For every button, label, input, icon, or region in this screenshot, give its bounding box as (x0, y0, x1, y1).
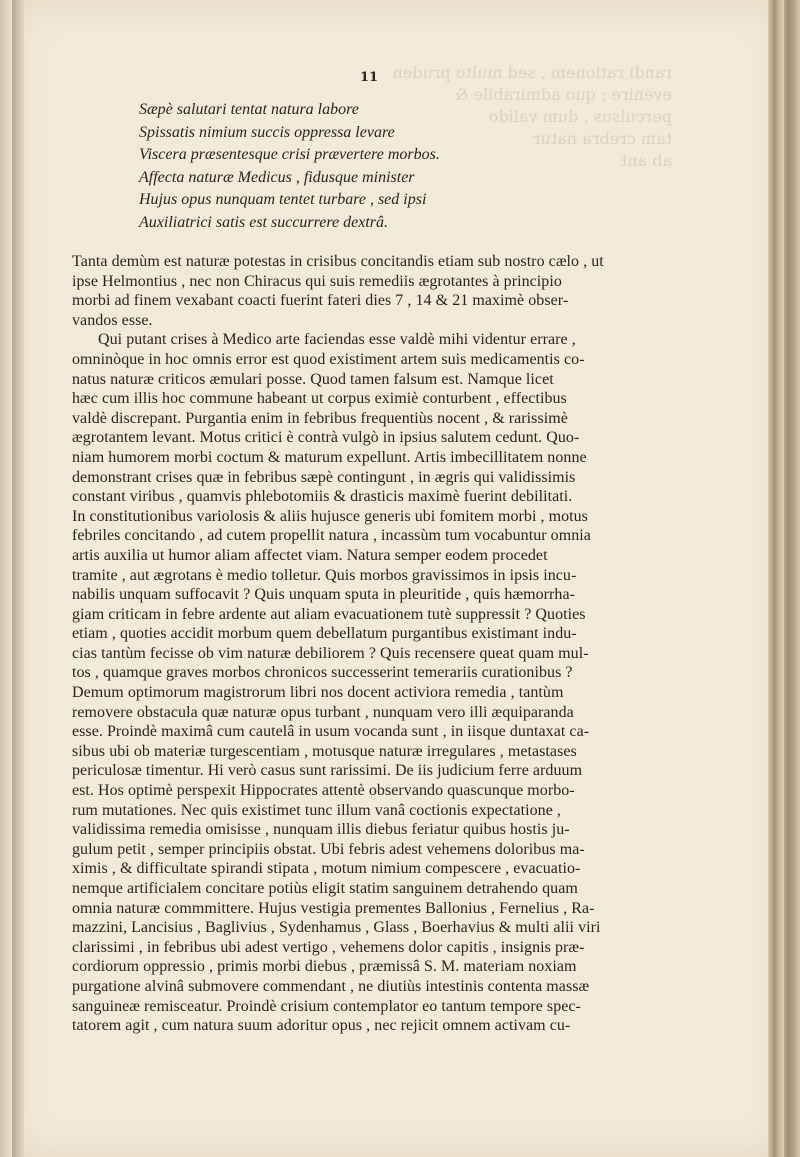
verse-line: Viscera præsentesque crisi prævertere morbos. (139, 146, 440, 164)
text-line: etiam , quoties accidit morbum quem debellatum purgantibus existimant indu- (72, 625, 577, 643)
text-line: rum mutationes. Nec quis existimet tunc illum vanâ coctionis expectatione , (72, 801, 561, 819)
text-line: Tanta demùm est naturæ potestas in crisibus concitandis etiam sub nostro cælo , ut (72, 253, 604, 270)
text-line: sanguineæ remisceatur. Proindè crisium contemplator eo tantum tempore spec- (72, 997, 581, 1015)
text-line: omninòque in hoc omnis error est quod existiment artem suis medicamentis co- (72, 350, 585, 368)
text-line: natus naturæ criticos æmulari posse. Quod tamen falsum est. Namque licet (72, 370, 554, 388)
text-line: cias tantùm fecisse ob vim naturæ debiliorem ? Quis recensere queat quam mul- (72, 644, 589, 662)
text-line: clarissimi , in febribus ubi adest vertigo , vehemens dolor capitis , insignis præ- (72, 938, 585, 956)
text-line: Demum optimorum magistrorum libri nos docent activiora remedia , tantùm (72, 684, 564, 702)
verse-line: Spissatis nimium succis oppressa levare (139, 123, 395, 141)
text-line: hæc cum illis hoc commune habeant ut corpus eximiè conturbent , effectibus (72, 390, 567, 408)
text-line: omnia naturæ commmittere. Hujus vestigia prementes Ballonius , Fernelius , Ra- (72, 899, 595, 917)
text-line: giam criticam in febre ardente aut aliam evacuationem tutè suppressit ? Quoties (72, 605, 586, 623)
show-through-text-texture: randi rationem , sed multo pruden evenire ; quo admirabile & perculsus , dum valido tam crebra natur ab ant (392, 63, 672, 170)
page-number: 11 (360, 70, 379, 85)
text-line: ximis , & difficultate spirandi stipata , motum nimium compescere , evacuatio- (72, 860, 581, 878)
text-line: tramite , aut ægrotans è medio tolletur. Quis morbos gravissimos in ipsis incu- (72, 566, 577, 584)
text-line: periculosæ timentur. Hi verò casus sunt rarissimi. De iis judicium ferre arduum (72, 762, 583, 780)
verse-line: Auxiliatrici satis est succurrere dextrâ. (139, 213, 388, 231)
text-line: febriles concitando , ad cutem propellit natura , incassùm tum vocabuntur omnia (72, 527, 591, 545)
verse-line: Affecta naturæ Medicus , fidusque minister (139, 168, 415, 186)
text-line: artis auxilia ut humor aliam affectet viam. Natura semper eodem procedet (72, 546, 548, 564)
book-page (12, 0, 784, 1157)
text-line: nabilis unquam suffocavit ? Quis unquam sputa in pleuritide , quis hæmorrha- (72, 586, 575, 604)
text-line: tatorem agit , cum natura suum adoritur opus , nec rejicit omnem activam cu- (72, 1017, 571, 1035)
verse-line: Sæpè salutari tentat natura labore (139, 101, 359, 118)
page-fore-edge (768, 0, 784, 1157)
text-line: tos , quamque graves morbos chronicos successerint temerariis curationibus ? (72, 664, 573, 682)
verse-block (139, 99, 479, 235)
page-gutter-shadow (12, 0, 24, 1157)
text-line: gulum petit , semper principiis obstat. Ubi febris adest vehemens doloribus ma- (72, 840, 585, 858)
text-line: Qui putant crises à Medico arte faciendas esse valdè mihi videntur errare , (98, 331, 576, 349)
body-text (72, 252, 740, 1036)
text-line: esse. Proindè maximâ cum cautelâ in usum vocanda sunt , in iisque duntaxat ca- (72, 723, 590, 741)
text-line: demonstrant crises quæ in febribus sæpè contingunt , in ægris qui validissimis (72, 468, 576, 486)
text-line: vandos esse. (72, 311, 153, 329)
text-line: niam humorem morbi coctum & maturum expellunt. Artis imbecillitatem nonne (72, 448, 587, 466)
text-line: In constitutionibus variolosis & aliis hujusce generis ubi fomitem morbi , motus (72, 507, 588, 525)
text-line: purgatione alvinâ submovere commendant , ne diutiùs intestinis contenta massæ (72, 977, 590, 995)
text-line: ipse Helmontius , nec non Chiracus qui suis remediis ægrotantes à principio (72, 272, 562, 290)
text-line: est. Hos optimè perspexit Hippocrates attentè observando quascunque morbo- (72, 782, 575, 800)
text-line: cordiorum oppressio , primis morbi diebus , præmissâ S. M. materiam noxiam (72, 958, 577, 976)
text-line: sibus ubi ob materiæ turgescentiam , motusque naturæ irregulares , metastases (72, 742, 577, 760)
verse-line: Hujus opus nunquam tentet turbare , sed ipsi (139, 191, 427, 209)
text-line: morbi ad finem vexabant coacti fuerint fateri dies 7 , 14 & 21 maximè obser- (72, 292, 569, 310)
text-line: valdè discrepant. Purgantia enim in febribus frequentiùs nocent , & rarissimè (72, 409, 568, 427)
text-line: mazzini, Lancisius , Baglivius , Sydenhamus , Glass , Boerhavius & multi alii viri (72, 919, 601, 937)
text-line: constant viribus , quamvis phlebotomiis & drasticis maximè fuerint debilitati. (72, 488, 573, 506)
text-line: nemque artificialem concitare potiùs eligit statim sanguinem detrahendo quam (72, 880, 578, 897)
text-line: validissima remedia omisisse , nunquam illis diebus feriatur quibus hostis ju- (72, 821, 570, 839)
text-line: ægrotantem levant. Motus critici è contrà vulgò in ipsius salutem cedunt. Quo- (72, 429, 580, 447)
text-line: removere obstacula quæ naturæ opus turbant , nunquam vero illi æquiparanda (72, 703, 574, 721)
